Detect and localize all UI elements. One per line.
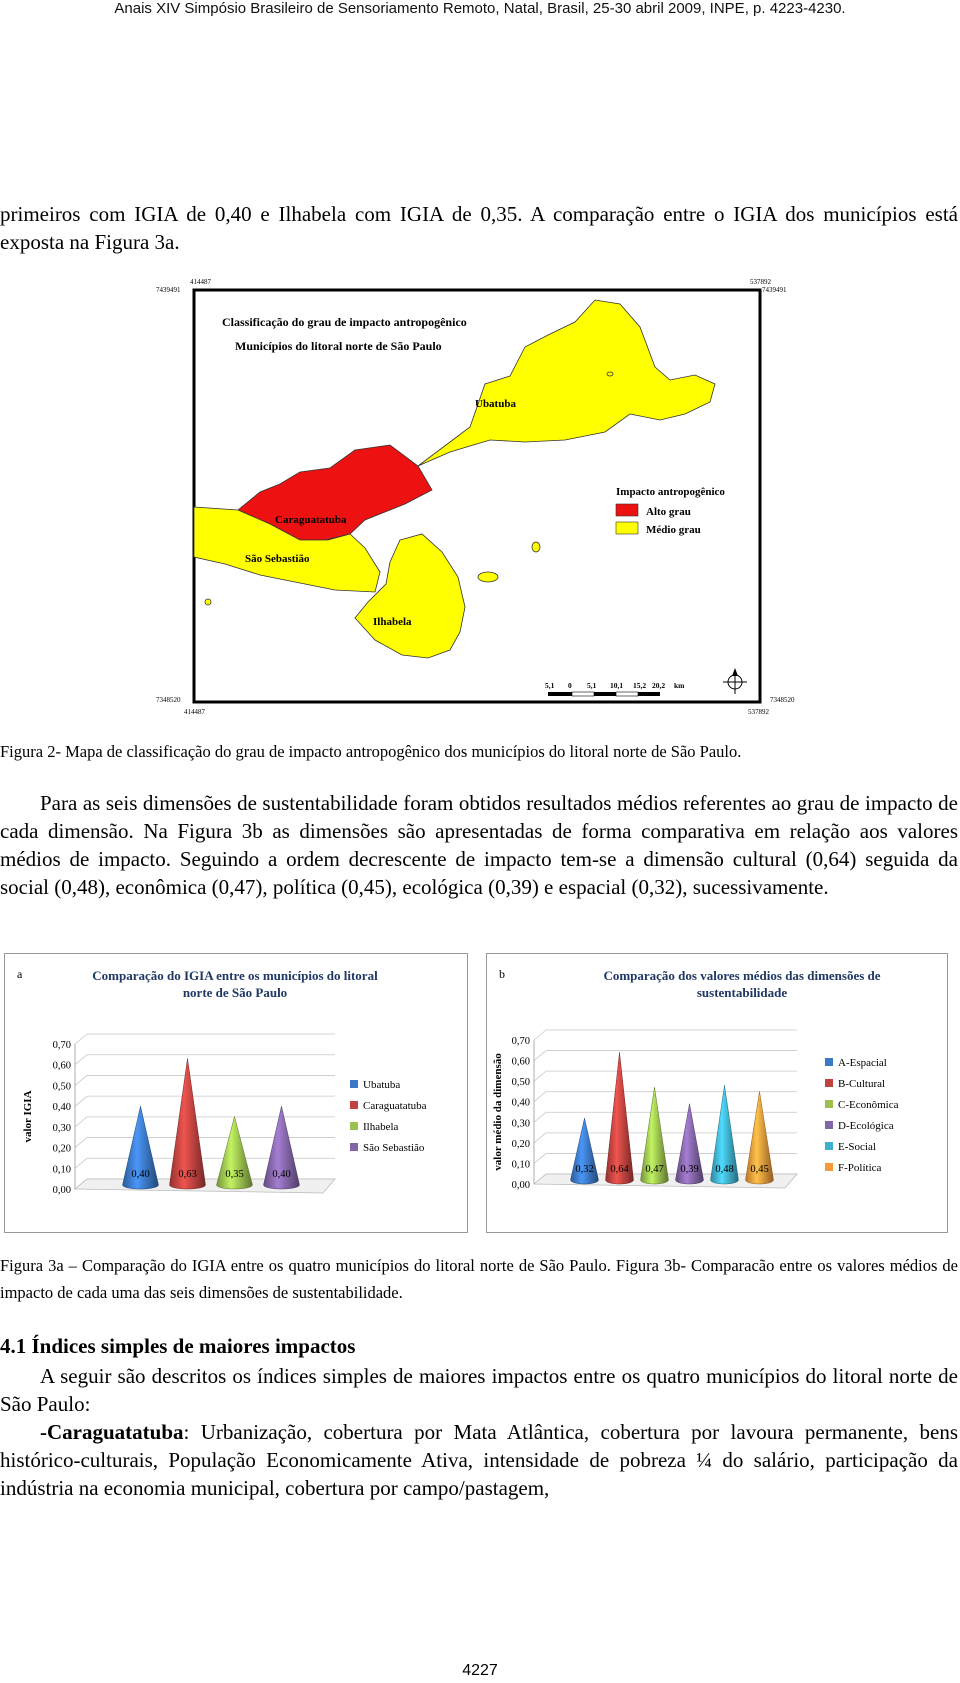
legend-swatch (350, 1122, 358, 1130)
legend-swatch (825, 1121, 833, 1129)
running-header: Anais XIV Simpósio Brasileiro de Sensoriamento Remoto, Natal, Brasil, 25-30 abril 2009, INPE, p. 4223-4230. (114, 0, 846, 17)
legend-label: São Sebastião (363, 1142, 425, 1154)
legend-label-medio: Médio grau (646, 524, 701, 536)
gridline (534, 1092, 546, 1102)
y-tick-label: 0,40 (511, 1097, 530, 1109)
y-tick-label: 0,70 (511, 1036, 530, 1047)
value-label: 0,40 (131, 1169, 150, 1180)
caraguatatuba-indices: : Urbanização, cobertura por Mata Atlântica, cobertura por lavoura permanente, bens histórico-culturais, População Economicamente Ativa, intensidade de pobreza ¼ do salário, participação da indústria na economia municipal, cobertura por campo/pastagem, (0, 1420, 958, 1500)
section-heading: 4.1 Índices simples de maiores impactos (0, 1334, 356, 1358)
y-tick-label: 0,30 (511, 1118, 530, 1130)
scale-label: km (674, 681, 685, 690)
gridline (534, 1133, 546, 1143)
map-legend-title: Impacto antropogênico (616, 486, 725, 498)
caraguatatuba-term: -Caraguatatuba (40, 1420, 184, 1444)
legend-label: A-Espacial (838, 1057, 887, 1069)
legend-swatch (825, 1058, 833, 1066)
paragraph-dimensions: Para as seis dimensões de sustentabilidade foram obtidos resultados médios referentes ao grau de impacto de cada dimensão. Na Figura 3b as dimensões são apresentadas de forma comparativa em relação aos valores médios de impacto. Seguindo a ordem decrescente de impacto tem-se a dimensão cultural (0,64) seguida da social (0,48), econômica (0,47), política (0,45), ecológica (0,39) e espacial (0,32), sucessivamente. (0, 791, 958, 899)
paragraph-caraguatatuba (0, 1418, 958, 1502)
scale-label: 0 (568, 681, 572, 690)
island (532, 542, 540, 552)
y-tick-label: 0,50 (52, 1081, 71, 1093)
legend-label: C-Econômica (838, 1099, 899, 1111)
gridline (534, 1030, 546, 1040)
y-axis-label: valor médio da dimensão (492, 1053, 504, 1171)
gridline (75, 1138, 87, 1148)
y-tick-label: 0,20 (511, 1138, 530, 1150)
y-tick-label: 0,40 (52, 1102, 71, 1114)
gridline (75, 1034, 87, 1044)
map-corner-br-a: 7348520 (770, 696, 795, 704)
value-label: 0,47 (645, 1164, 664, 1175)
chart-title-line1: Comparação dos valores médios das dimensões de (603, 968, 881, 983)
chart-panel-b (486, 953, 948, 1233)
chart-title-line1: Comparação do IGIA entre os municípios do litoral (92, 968, 378, 983)
legend-label: Caraguatatuba (363, 1100, 427, 1112)
legend-label: Ubatuba (363, 1079, 401, 1091)
panel-letter: b (499, 967, 505, 981)
legend-swatch (350, 1101, 358, 1109)
figure-3-caption: Figura 3a – Comparação do IGIA entre os quatro municípios do litoral norte de São Paulo. Figura 3b- Comparacão entre os valores médios de impacto de cada uma das seis dimensões de sustentabilidade. (0, 1256, 958, 1302)
legend-swatch (825, 1163, 833, 1171)
map-title-line2: Municípios do litoral norte de São Paulo (235, 339, 442, 353)
value-label: 0,45 (750, 1164, 769, 1175)
map-title-line1: Classificação do grau de impacto antropogênico (222, 315, 467, 329)
scale-label: 5,1 (587, 681, 597, 690)
legend-label: D-Ecológica (838, 1120, 894, 1132)
scale-label: 15,2 (633, 681, 647, 690)
gridline (75, 1096, 87, 1106)
gridline (75, 1075, 87, 1085)
value-label: 0,32 (575, 1164, 594, 1175)
chart-a-svg (5, 954, 467, 1232)
gridline (75, 1158, 87, 1168)
paragraph-intro: primeiros com IGIA de 0,40 e Ilhabela com IGIA de 0,35. A comparação entre o IGIA dos municípios está exposta na Figura 3a. (0, 202, 958, 254)
y-tick-label: 0,50 (511, 1077, 530, 1089)
scale-label: 5,1 (545, 681, 555, 690)
paragraph-indices: A seguir são descritos os índices simples de maiores impactos entre os quatro municípios do litoral norte de São Paulo: (0, 1364, 958, 1416)
map-label-caraguatatuba: Caraguatatuba (275, 514, 347, 526)
map-corner-tl-a: 414487 (190, 278, 211, 286)
y-tick-label: 0,00 (52, 1185, 71, 1196)
gridline (534, 1112, 546, 1122)
legend-label: B-Cultural (838, 1078, 886, 1090)
legend-label-alto: Alto grau (646, 506, 691, 518)
panel-letter: a (17, 967, 23, 981)
gridline (534, 1153, 546, 1163)
y-tick-label: 0,20 (52, 1143, 71, 1155)
legend-label: E-Social (838, 1141, 876, 1153)
island (478, 572, 498, 582)
chart-title-line2: norte de São Paulo (182, 985, 288, 1000)
map-label-sao-sebastiao: São Sebastião (245, 553, 310, 565)
legend-swatch (825, 1142, 833, 1150)
y-tick-label: 0,60 (511, 1056, 530, 1068)
page-number: 4227 (462, 1662, 498, 1679)
y-tick-label: 0,10 (511, 1159, 530, 1171)
map-corner-tr-a: 537892 (750, 278, 771, 286)
y-tick-label: 0,60 (52, 1060, 71, 1072)
impact-map-figure (150, 272, 810, 722)
map-corner-br-b: 537892 (748, 708, 769, 716)
y-tick-label: 0,00 (511, 1180, 530, 1191)
value-label: 0,39 (680, 1164, 699, 1175)
gridline (75, 1055, 87, 1065)
gridline (534, 1071, 546, 1081)
legend-label: Ilhabela (363, 1121, 399, 1133)
value-label: 0,48 (715, 1164, 734, 1175)
map-corner-bl-b: 414487 (184, 708, 205, 716)
legend-swatch (350, 1143, 358, 1151)
gridline (534, 1051, 546, 1061)
map-corner-tr-b: 7439491 (762, 286, 787, 294)
value-label: 0,64 (610, 1164, 629, 1175)
scale-label: 10,1 (610, 681, 624, 690)
value-label: 0,63 (178, 1169, 197, 1180)
y-tick-label: 0,10 (52, 1164, 71, 1176)
island (205, 599, 211, 605)
map-corner-bl-a: 7348520 (156, 696, 181, 704)
map-label-ilhabela: Ilhabela (373, 616, 412, 628)
y-axis-label: valor IGIA (22, 1090, 34, 1143)
chart-panel-a (4, 953, 468, 1233)
legend-swatch-alto (616, 504, 638, 516)
map-label-ubatuba: Ubatuba (475, 398, 516, 410)
scale-label: 20,2 (652, 681, 666, 690)
legend-swatch (825, 1100, 833, 1108)
island (607, 372, 613, 376)
y-tick-label: 0,70 (52, 1040, 71, 1051)
chart-b-svg (487, 954, 947, 1232)
gridline (75, 1117, 87, 1127)
y-tick-label: 0,30 (52, 1122, 71, 1134)
legend-label: F-Política (838, 1162, 882, 1174)
value-label: 0,35 (225, 1169, 244, 1180)
figure-2-caption: Figura 2- Mapa de classificação do grau de impacto antropogênico dos municípios do litoral norte de São Paulo. (0, 742, 742, 761)
legend-swatch (350, 1080, 358, 1088)
legend-swatch (825, 1079, 833, 1087)
chart-title-line2: sustentabilidade (696, 985, 788, 1000)
legend-swatch-medio (616, 522, 638, 534)
value-label: 0,40 (272, 1169, 291, 1180)
map-corner-tl-b: 7439491 (156, 286, 181, 294)
